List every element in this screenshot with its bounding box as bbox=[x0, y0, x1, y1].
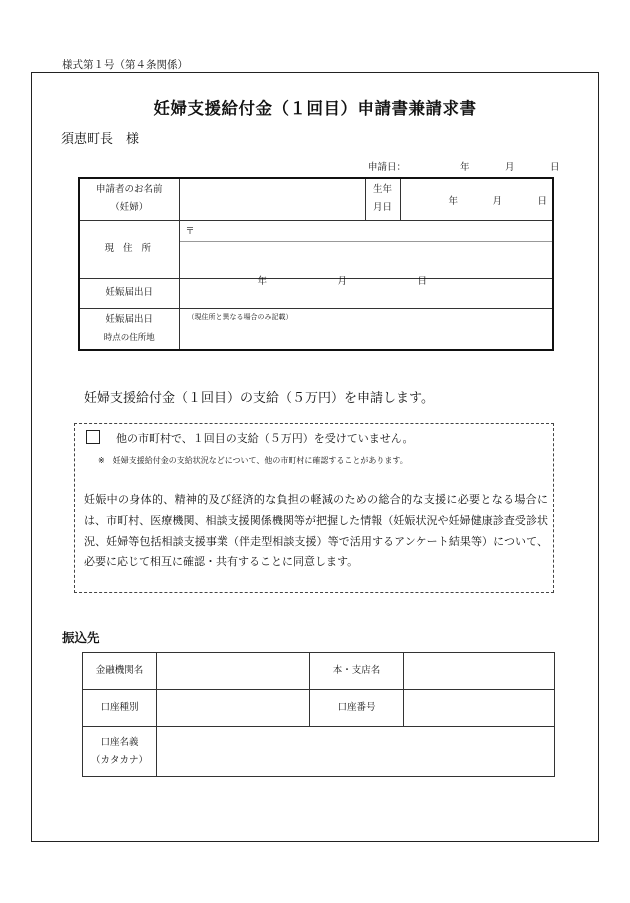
account-number-field[interactable] bbox=[404, 690, 555, 727]
addressee: 須恵町長 様 bbox=[61, 132, 140, 147]
birth-date-label bbox=[365, 178, 400, 220]
account-holder-field[interactable] bbox=[157, 727, 555, 777]
request-statement: 妊婦支援給付金（１回目）の支給（５万円）を申請します。 bbox=[84, 391, 434, 406]
application-date-year[interactable]: 年 bbox=[460, 162, 470, 173]
declaration-note: ※ 妊婦支援給付金の支給状況などについて、他の市町村に確認することがあります。 bbox=[98, 456, 408, 465]
birth-date-label-line2: 月日 bbox=[372, 202, 392, 214]
account-type-label: 口座種別 bbox=[83, 690, 157, 727]
account-holder-label-line2: （カタカナ） bbox=[90, 754, 148, 766]
table-row bbox=[83, 690, 555, 727]
application-date-month[interactable]: 月 bbox=[505, 162, 515, 173]
checkbox-label: 他の市町村で、１回目の支給（５万円）を受けていません。 bbox=[116, 432, 414, 445]
not-received-checkbox[interactable] bbox=[86, 430, 100, 444]
pregnancy-date-label: 妊娠届出日 bbox=[79, 278, 179, 308]
form-number: 様式第１号（第４条関係） bbox=[62, 59, 188, 71]
applicant-table bbox=[78, 177, 554, 351]
pregnancy-day: 日 bbox=[417, 275, 428, 287]
applicant-name-label-line1: 申請者のお名前 bbox=[95, 184, 163, 196]
branch-label: 本・支店名 bbox=[310, 653, 404, 690]
birth-month: 月 bbox=[492, 196, 503, 207]
pregnancy-address-label-line1: 妊娠届出日 bbox=[105, 313, 153, 325]
birth-day: 日 bbox=[537, 196, 548, 207]
applicant-name-label bbox=[79, 178, 179, 220]
account-type-field[interactable] bbox=[157, 690, 310, 727]
table-row bbox=[79, 220, 553, 278]
account-holder-label-line1: 口座名義 bbox=[100, 736, 139, 748]
account-holder-label bbox=[83, 727, 157, 777]
pregnancy-address-label bbox=[79, 308, 179, 350]
institution-label: 金融機関名 bbox=[83, 653, 157, 690]
birth-year: 年 bbox=[448, 196, 459, 207]
bank-table bbox=[82, 652, 555, 777]
table-row bbox=[79, 308, 553, 350]
application-date-label: 申請日： bbox=[368, 162, 407, 173]
application-date-day[interactable]: 日 bbox=[550, 162, 560, 173]
table-row bbox=[79, 178, 553, 220]
table-row bbox=[83, 653, 555, 690]
table-row bbox=[79, 278, 553, 308]
table-row bbox=[83, 727, 555, 777]
pregnancy-date-field[interactable] bbox=[179, 275, 553, 308]
address-field[interactable] bbox=[179, 220, 553, 278]
pregnancy-address-note: （現住所と異なる場合のみ記載） bbox=[187, 312, 293, 321]
applicant-name-field[interactable] bbox=[179, 178, 365, 220]
account-number-label: 口座番号 bbox=[310, 690, 404, 727]
pregnancy-month: 月 bbox=[337, 275, 348, 287]
pregnancy-address-label-line2: 時点の住所地 bbox=[103, 332, 155, 343]
bank-heading: 振込先 bbox=[62, 630, 100, 645]
birth-date-field[interactable] bbox=[400, 178, 553, 220]
pregnancy-address-field[interactable] bbox=[179, 308, 553, 350]
form-title: 妊婦支援給付金（１回目）申請書兼請求書 bbox=[153, 99, 477, 118]
address-label: 現 住 所 bbox=[79, 220, 179, 278]
address-divider bbox=[180, 241, 553, 242]
pregnancy-year: 年 bbox=[257, 275, 268, 287]
postal-mark: 〒 bbox=[185, 226, 195, 237]
branch-field[interactable] bbox=[404, 653, 555, 690]
consent-paragraph: 妊娠中の身体的、精神的及び経済的な負担の軽減のための総合的な支援に必要となる場合には、市町村、医療機関、相談支援関係機関等が把握した情報（妊娠状況や妊婦健康診査受診状況、妊婦等包括相談支援事業（伴走型相談支援）等で活用するアンケート結果等）について、必要に応じて相互に確認・共有することに同意します。 bbox=[84, 493, 548, 569]
institution-field[interactable] bbox=[157, 653, 310, 690]
applicant-name-label-line2: （妊婦） bbox=[110, 202, 149, 214]
birth-date-label-line1: 生年 bbox=[372, 184, 392, 196]
